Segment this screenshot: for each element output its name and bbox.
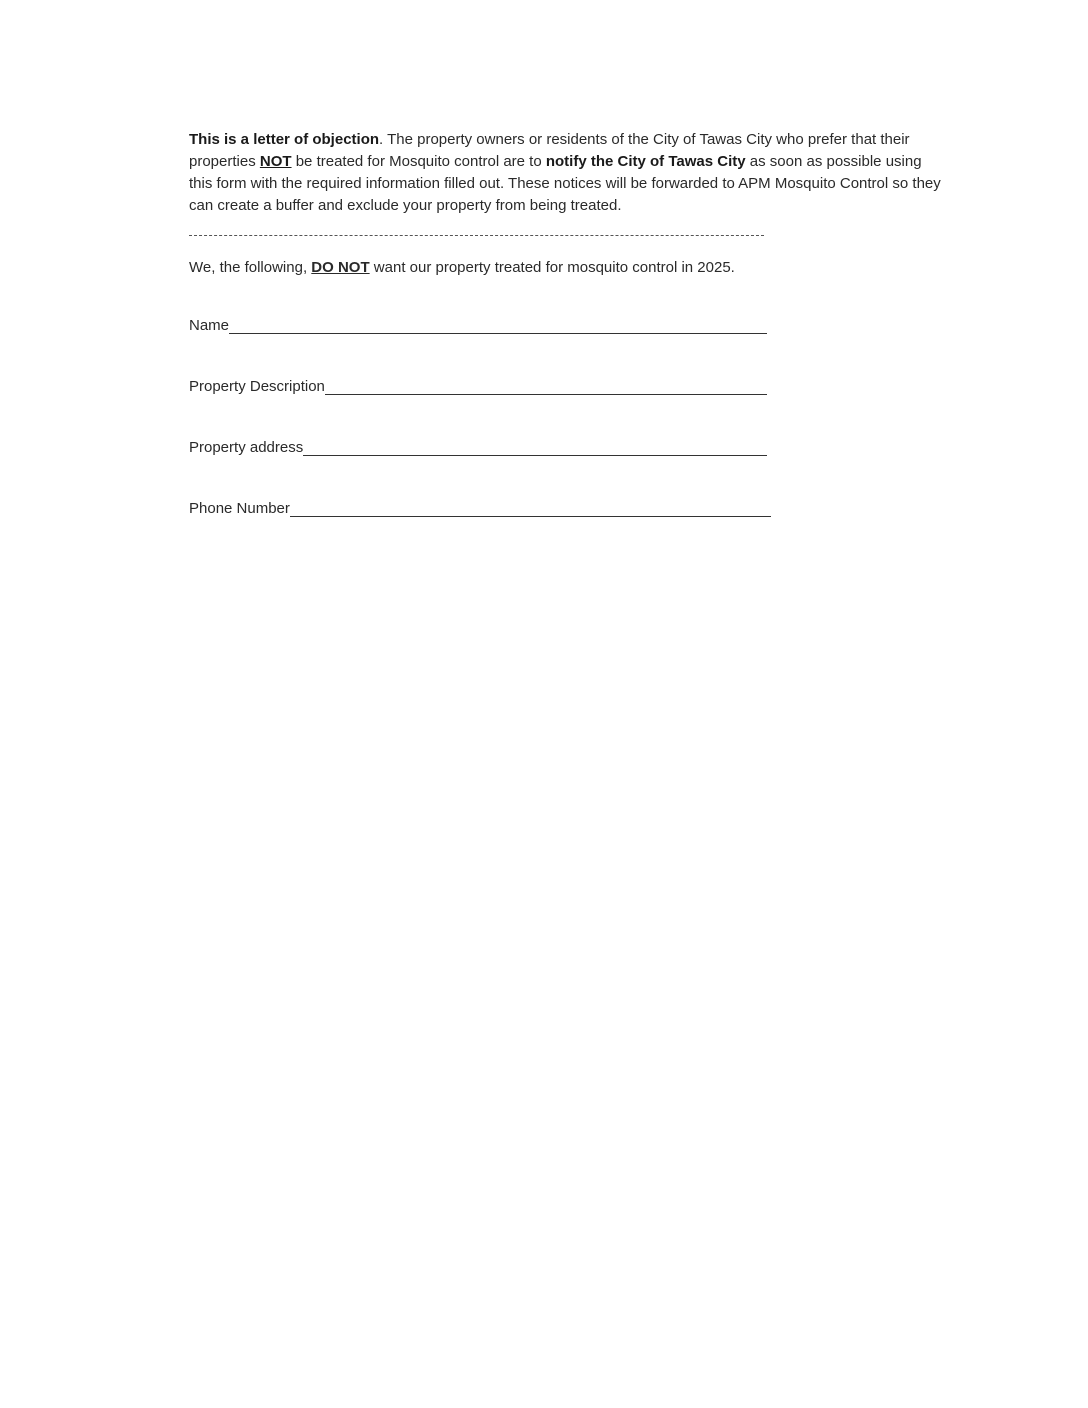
name-blank-line[interactable] bbox=[229, 317, 767, 334]
intro-notify-bold: notify the City of Tawas City bbox=[545, 153, 746, 170]
intro-not-emphasis: NOT bbox=[259, 153, 292, 170]
intro-text-part3: as soon as possible using this form with the required information filled out. These notices will be forwarded to APM Mosquito Control so they can create a buffer and exclude your property from being treated. bbox=[189, 153, 941, 214]
property-description-field bbox=[189, 377, 767, 397]
intro-lead-bold: This is a letter of objection bbox=[189, 131, 380, 148]
statement-do-not-emphasis: DO NOT bbox=[311, 259, 370, 276]
property-description-label: Property Description bbox=[189, 378, 325, 395]
objection-intro-paragraph bbox=[189, 129, 949, 217]
intro-text-part1: . The property owners or residents of the City of Tawas City who prefer that their properties bbox=[189, 131, 910, 170]
name-field bbox=[189, 316, 767, 336]
objection-statement bbox=[189, 257, 735, 279]
phone-number-label: Phone Number bbox=[189, 500, 290, 517]
property-address-field bbox=[189, 438, 767, 458]
property-description-blank-line[interactable] bbox=[325, 378, 767, 395]
phone-number-field bbox=[189, 499, 771, 519]
name-label: Name bbox=[189, 317, 230, 334]
dashed-separator bbox=[189, 235, 764, 236]
statement-before: We, the following, bbox=[189, 259, 312, 276]
property-address-label: Property address bbox=[189, 439, 304, 456]
intro-text-part2: be treated for Mosquito control are to bbox=[291, 153, 546, 170]
statement-after: want our property treated for mosquito control in 2025. bbox=[369, 259, 735, 276]
property-address-blank-line[interactable] bbox=[303, 439, 767, 456]
phone-number-blank-line[interactable] bbox=[290, 500, 771, 517]
